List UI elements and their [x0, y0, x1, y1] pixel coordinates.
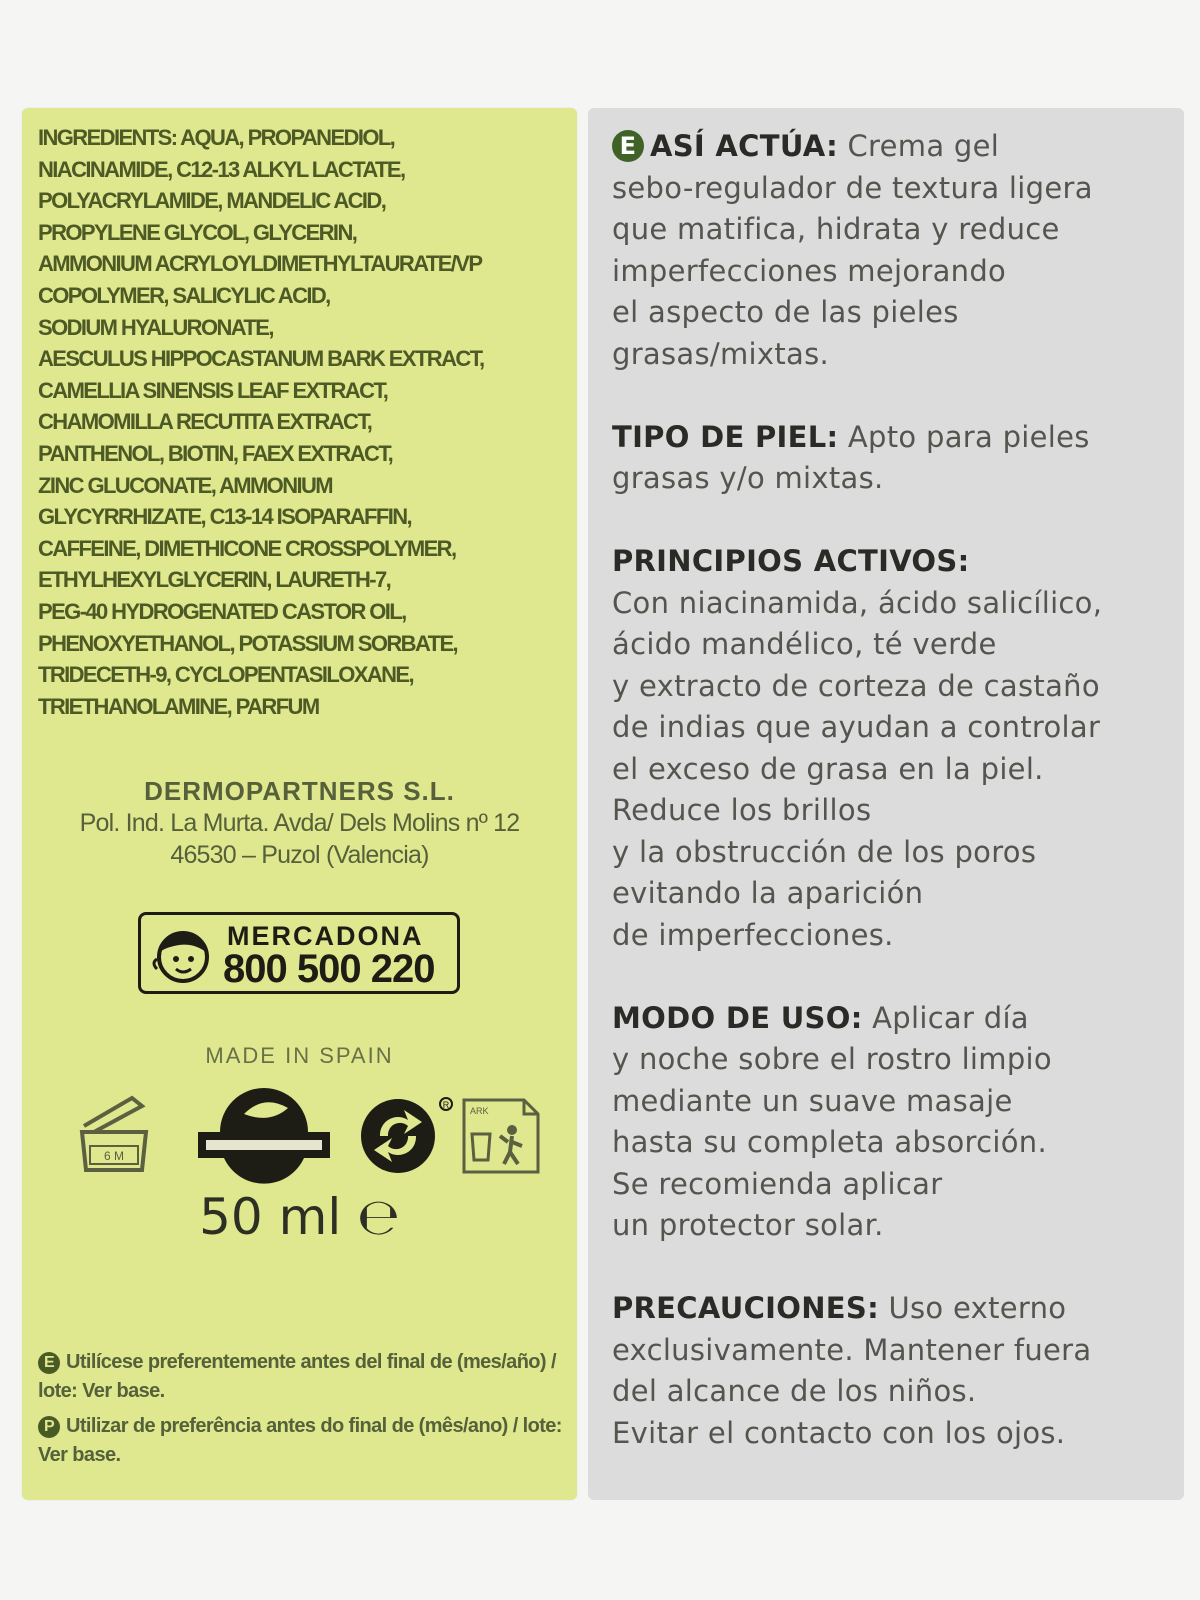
green-dot-recycle-icon — [358, 1096, 454, 1176]
ingredients-line: SODIUM HYALURONATE, — [38, 314, 273, 340]
volume-value: 50 ml — [199, 1188, 342, 1246]
section-text: un protector solar. — [612, 1208, 884, 1242]
ingredients-line: INGREDIENTS: AQUA, PROPANEDIOL, — [38, 125, 395, 150]
section-modo-de-uso — [612, 998, 1182, 1247]
section-heading: TIPO DE PIEL: — [612, 419, 839, 454]
pao-jar-icon — [76, 1092, 152, 1176]
expiry-note-es — [38, 1348, 568, 1405]
expiry-text-pt: Utilizar de preferência antes do final de (mês/ano) / lote: Ver base. — [38, 1415, 562, 1466]
mercadona-name: MERCADONA — [227, 921, 424, 951]
dispose-bin-icon — [460, 1096, 542, 1176]
product-info-text — [612, 126, 1182, 1496]
section-text: exclusivamente. Mantener fuera — [612, 1332, 1092, 1367]
section-text: el aspecto de las pieles — [612, 295, 959, 329]
section-text: del alcance de los niños. — [612, 1374, 977, 1408]
section-text: ácido mandélico, té verde — [612, 627, 997, 661]
section-text: mediante un suave masaje — [612, 1083, 1013, 1118]
made-in-label: MADE IN SPAIN — [205, 1043, 394, 1068]
spanish-lang-badge: E — [612, 130, 644, 162]
lang-badge-es: E — [38, 1352, 60, 1374]
ingredients-line: PROPYLENE GLYCOL, GLYCERIN, — [38, 219, 357, 245]
expiry-note-pt — [38, 1412, 568, 1469]
company-address-line1: Pol. Ind. La Murta. Avda/ Dels Molins nº 12 — [79, 809, 520, 837]
product-info-panel — [588, 108, 1184, 1500]
ingredients-line: PHENOXYETHANOL, POTASSIUM SORBATE, — [38, 630, 458, 656]
section-text: hasta su completa absorción. — [612, 1125, 1047, 1159]
ingredients-line: GLYCYRRHIZATE, C13-14 ISOPARAFFIN, — [38, 504, 412, 530]
ingredients-line: PEG-40 HYDROGENATED CASTOR OIL, — [38, 598, 406, 624]
ingredients-line: TRIETHANOLAMINE, PARFUM — [38, 693, 319, 719]
cosmetic-logo-icon — [198, 1084, 330, 1184]
section-text: el exceso de grasa en la piel. — [612, 751, 1044, 786]
ingredients-line: COPOLYMER, SALICYLIC ACID, — [38, 282, 330, 308]
section-tipo-de-piel — [612, 417, 1182, 500]
section-text: grasas/mixtas. — [612, 336, 829, 371]
section-precauciones — [612, 1288, 1182, 1454]
svg-text:R: R — [442, 1100, 450, 1110]
ingredients-line: ZINC GLUCONATE, AMMONIUM — [38, 472, 333, 498]
section-principios-activos — [612, 541, 1182, 956]
section-text: Se recomienda aplicar — [612, 1166, 943, 1201]
section-text: sebo-regulador de textura ligera — [612, 170, 1093, 205]
expiry-notes — [38, 1348, 568, 1476]
ingredients-line: PANTHENOL, BIOTIN, FAEX EXTRACT, — [38, 440, 393, 466]
section-asi-actua — [612, 126, 1182, 375]
section-heading: PRECAUCIONES: — [612, 1291, 879, 1325]
section-text: y noche sobre el rostro limpio — [612, 1042, 1052, 1076]
ingredients-line: CHAMOMILLA RECUTITA EXTRACT, — [38, 409, 372, 435]
section-heading: ASÍ ACTÚA: — [650, 129, 838, 163]
section-text: Reduce los brillos — [612, 793, 872, 827]
ingredients-line: ETHYLHEXYLGLYCERIN, LAURETH-7, — [38, 567, 391, 593]
section-text: Crema gel — [837, 129, 1000, 163]
lang-badge-pt: P — [38, 1416, 60, 1438]
ingredients-line: CAFFEINE, DIMETHICONE CROSSPOLYMER, — [38, 535, 456, 561]
face-icon — [149, 923, 219, 987]
company-address-line2: 46530 – Puzol (Valencia) — [170, 841, 429, 869]
section-text: y la obstrucción de los poros — [612, 834, 1037, 869]
section-text: Evitar el contacto con los ojos. — [612, 1415, 1066, 1450]
manufacturer-block — [22, 775, 577, 871]
section-heading: PRINCIPIOS ACTIVOS: — [612, 544, 970, 578]
section-text: Aplicar día — [862, 1000, 1029, 1035]
section-text: que matifica, hidrata y reduce — [612, 212, 1060, 246]
ingredients-line: POLYACRYLAMIDE, MANDELIC ACID, — [38, 188, 386, 214]
volume-label — [22, 1188, 577, 1246]
section-text: Uso externo — [878, 1291, 1067, 1325]
section-text: Con niacinamida, ácido salicílico, — [612, 585, 1103, 620]
ingredients-line: AMMONIUM ACRYLOYLDIMETHYLTAURATE/VP — [38, 251, 482, 277]
section-text: evitando la aparición — [612, 876, 924, 910]
section-text: grasas y/o mixtas. — [612, 461, 884, 495]
ingredients-line: TRIDECETH-9, CYCLOPENTASILOXANE, — [38, 662, 413, 688]
ingredients-line: NIACINAMIDE, C12-13 ALKYL LACTATE, — [38, 156, 405, 182]
company-name: DERMOPARTNERS S.L. — [144, 776, 455, 806]
section-text: de imperfecciones. — [612, 917, 894, 952]
expiry-text-es: Utilícese preferentemente antes del final de (mes/año) / lote: Ver base. — [38, 1351, 556, 1402]
section-text: imperfecciones mejorando — [612, 253, 1007, 288]
mercadona-phone: 800 500 220 — [223, 947, 435, 991]
section-text: Apto para pieles — [838, 419, 1090, 454]
customer-service-box — [138, 912, 460, 994]
pao-label: 6 M — [103, 1149, 125, 1163]
section-heading: MODO DE USO: — [612, 1000, 863, 1035]
estimated-sign: ℮ — [357, 1188, 400, 1246]
section-text: de indias que ayudan a controlar — [612, 710, 1101, 744]
ingredients-line: AESCULUS HIPPOCASTANUM BARK EXTRACT, — [38, 346, 484, 372]
ingredients-list — [38, 122, 578, 722]
symbols-row — [72, 1086, 532, 1186]
svg-text:ARK: ARK — [470, 1106, 489, 1116]
ingredients-line: CAMELLIA SINENSIS LEAF EXTRACT, — [38, 377, 388, 403]
ingredients-panel — [22, 108, 577, 1500]
section-text: y extracto de corteza de castaño — [612, 668, 1100, 703]
